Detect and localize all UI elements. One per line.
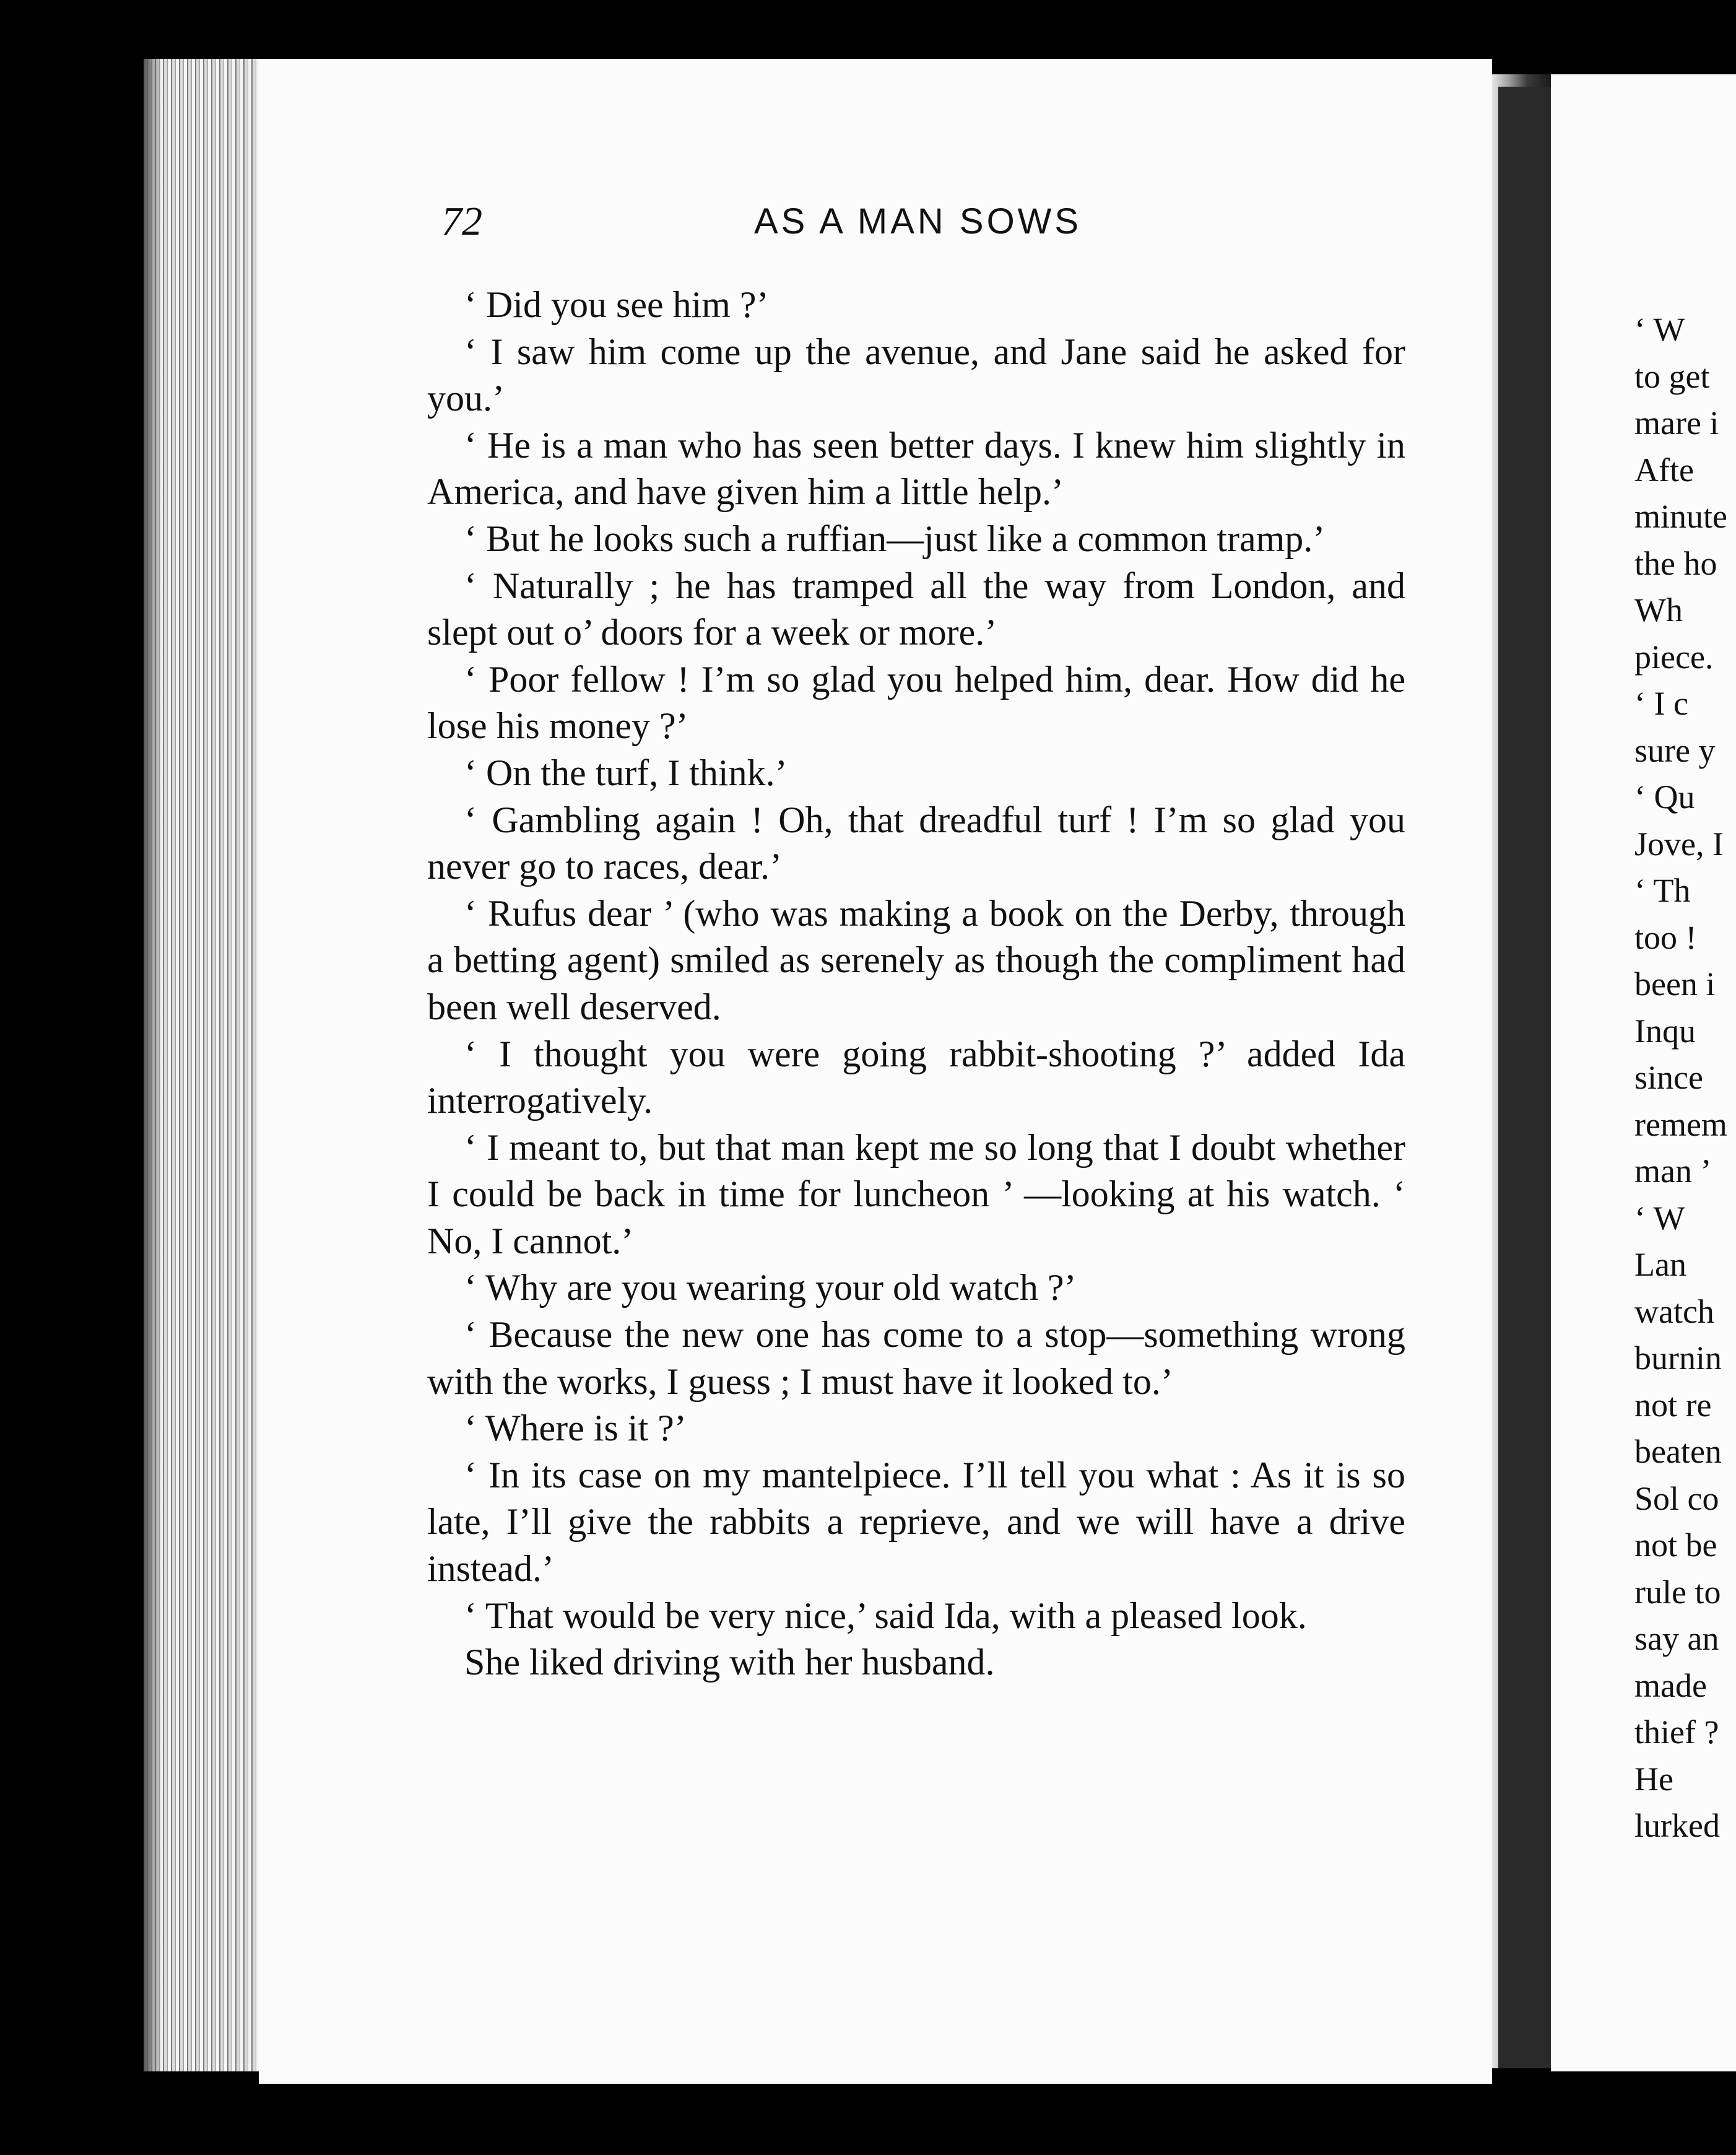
paragraph: ‘ Did you see him ?’ (464, 284, 769, 325)
page-title: AS A MAN SOWS (754, 201, 1082, 242)
facing-line: man ’ (1634, 1152, 1712, 1190)
facing-line: ‘ W (1634, 1199, 1685, 1237)
paragraph: ‘ Because the new one has come to a stop—something wrong with the works, I guess ; I must have it looked to.’ (427, 1314, 1405, 1402)
page-number: 72 (441, 199, 482, 244)
facing-page-text (1634, 307, 1736, 1850)
facing-line: since (1634, 1059, 1703, 1096)
facing-line: Lan (1634, 1246, 1686, 1283)
paragraph: ‘ In its case on my mantelpiece. I’ll tell you what : As it is so late, I’ll give the rabbits a reprieve, and we will have a drive instead.’ (427, 1454, 1405, 1590)
facing-line: remem (1634, 1105, 1727, 1143)
facing-line: minute (1634, 498, 1727, 535)
facing-line: beaten (1634, 1433, 1722, 1470)
facing-line: ‘ I c (1634, 685, 1688, 722)
facing-line: ‘ W (1634, 311, 1685, 348)
paragraph: ‘ I saw him come up the avenue, and Jane said he asked for you.’ (427, 331, 1405, 419)
paragraph: ‘ Why are you wearing your old watch ?’ (464, 1267, 1077, 1308)
facing-line: rule to (1634, 1573, 1721, 1611)
paragraph: She liked driving with her husband. (464, 1642, 995, 1683)
facing-line: ‘ Th (1634, 872, 1691, 909)
facing-line: He (1634, 1760, 1673, 1798)
paragraph: ‘ But he looks such a ruffian—just like a common tramp.’ (464, 518, 1326, 559)
facing-line: to get (1634, 357, 1710, 395)
facing-line: ‘ Qu (1634, 778, 1695, 816)
facing-line: piece. (1634, 638, 1714, 676)
facing-line: Sol co (1634, 1479, 1719, 1517)
facing-line: Wh (1634, 591, 1683, 629)
facing-line: Afte (1634, 451, 1694, 489)
page-edge-shadow (144, 59, 162, 2071)
facing-line: watch (1634, 1292, 1714, 1330)
facing-line: not re (1634, 1386, 1712, 1424)
paragraph: ‘ Gambling again ! Oh, that dreadful turf ! I’m so glad you never go to races, dear.’ (427, 799, 1405, 887)
gutter-shadow (1498, 87, 1551, 2068)
facing-line: say an (1634, 1620, 1719, 1657)
facing-line: burnin (1634, 1339, 1722, 1377)
facing-line: Inqu (1634, 1012, 1696, 1050)
facing-line: not be (1634, 1526, 1717, 1564)
body-text (427, 282, 1405, 1686)
facing-line: too ! (1634, 918, 1697, 956)
facing-line: the ho (1634, 544, 1717, 582)
paragraph: ‘ Where is it ?’ (464, 1408, 687, 1449)
facing-line: lurked (1634, 1807, 1720, 1844)
paragraph: ‘ Naturally ; he has tramped all the way from London, and slept out o’ doors for a week or more.’ (427, 565, 1405, 653)
facing-line: mare i (1634, 404, 1719, 442)
paragraph: ‘ I meant to, but that man kept me so long that I doubt whether I could be back in time for luncheon ’ —looking at his watch. ‘ No, I cannot.’ (427, 1126, 1405, 1261)
paragraph: ‘ Rufus dear ’ (who was making a book on the Derby, through a betting agent) smiled as serenely as though the compliment had been well deserved. (427, 892, 1405, 1027)
facing-line: made (1634, 1666, 1707, 1704)
facing-line: thief ? (1634, 1713, 1719, 1751)
facing-line: Jove, I (1634, 825, 1724, 863)
paragraph: ‘ He is a man who has seen better days. I knew him slightly in America, and have given him a little help.’ (427, 424, 1405, 513)
paragraph: ‘ Poor fellow ! I’m so glad you helped him, dear. How did he lose his money ?’ (427, 658, 1405, 747)
facing-line: sure y (1634, 731, 1716, 769)
paragraph: ‘ That would be very nice,’ said Ida, with a pleased look. (464, 1595, 1307, 1636)
running-head (441, 198, 1116, 254)
facing-line: been i (1634, 965, 1716, 1003)
paragraph: ‘ On the turf, I think.’ (464, 752, 788, 793)
paragraph: ‘ I thought you were going rabbit-shooting ?’ added Ida interrogatively. (427, 1033, 1405, 1121)
